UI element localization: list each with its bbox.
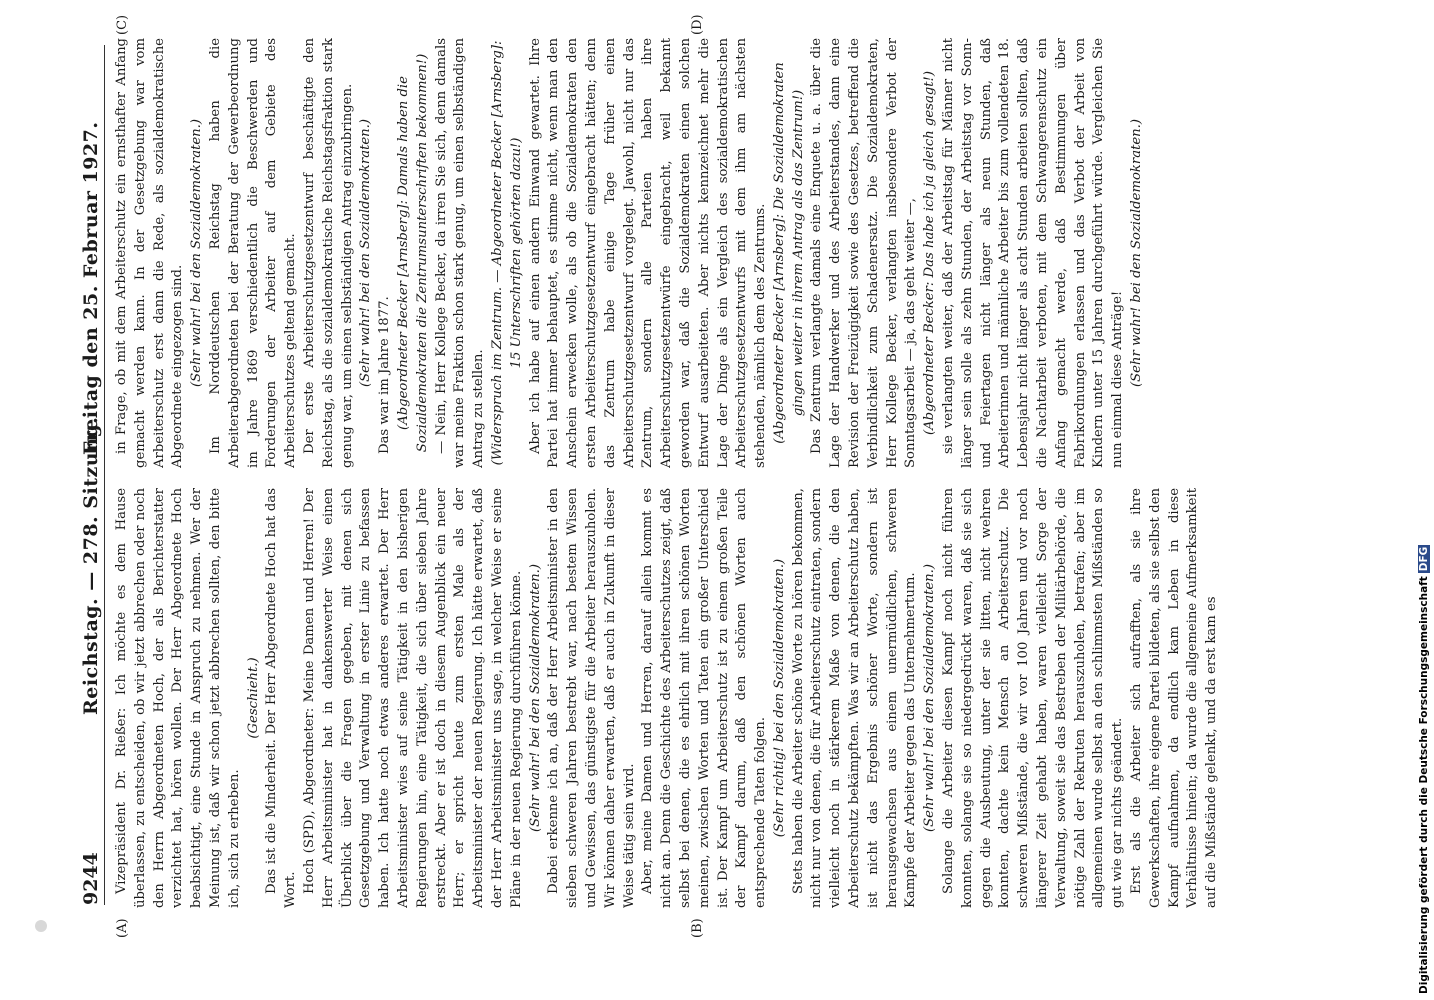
interjection: (Sehr wahr! bei den Sozialdemokraten.)	[527, 564, 543, 832]
margin-marker-d: (D)	[690, 14, 705, 35]
paragraph: Das ist die Minderheit. Der Herr Abgeordnete Hoch hat das Wort.	[264, 488, 299, 908]
interjection: (Abgeordneter Becker [Arnsberg]: Die Sozialdemokraten gingen weiter in ihrem Antrag als das Zentrum!)	[771, 62, 806, 444]
paragraph: Der erste Arbeiterschutzgesetzentwurf beschäftigte den Reichstag, als die sozialdemokratische Reichstagsfraktion stark genug war, um einen selbständigen Antrag einzubringen.	[301, 38, 355, 468]
margin-marker-b: (B)	[690, 918, 705, 938]
paragraph: Aber ich habe auf einen andern Einwand gewartet. Ihre Partei hat immer behauptet, es stimme nicht, wenn man den Anschein erwecken wolle, als ob die Sozialdemokraten den ersten Arbeiterschutzgesetzentwurf eingebracht hätten; denn das Zentrum habe einige Tage früher einen Arbeiterschutzgesetzentwurf vorgelegt. Jawohl, nicht nur das Zentrum, sondern alle Parteien haben ihre Arbeiterschutzgesetzentwürfe eingebracht, weil bekannt geworden war, daß die Sozialdemokraten einen solchen Entwurf ausarbeiteten. Aber nichts kennzeichnet mehr die Lage der Dinge als ein Vergleich des sozialdemokratischen Arbeiterschutzgesetzentwurfs mit dem ihm am nächsten stehenden, nämlich dem des Zentrums.	[527, 38, 769, 468]
interjection: (Abgeordneter Becker: Das habe ich ja gleich gesagt!)	[922, 71, 938, 435]
margin-marker-c: (C)	[115, 14, 130, 35]
page-number: 9244	[80, 852, 102, 905]
paragraph: sie verlangten weiter, daß der Arbeitstag für Männer nicht länger sein solle als zehn Stunden, der Arbeitstag vor Sonn- und Feiertagen nicht länger als neun Stunden, daß Arbeiterinnen und männliche Arbeiter bis zum vollendeten 18. Lebensjahr nicht länger als acht Stunden arbeiten sollten, daß die Nachtarbeit verboten, mit dem Schwangerenschutz ein Anfang gemacht werde, daß Bestimmungen über Fabrikordnungen erlassen und das Verbot der Arbeit von Kindern unter 15 Jahren durchgeführt würde. Vergleichen Sie nun einmal diese Anträge!	[941, 38, 1126, 468]
paragraph: Vizepräsident Dr. Rießer: Ich möchte es dem Hause überlassen, zu entscheiden, ob wir jetzt abbrechen oder noch den Herrn Abgeordneten Hoch, der als Berichterstatter verzichtet hat, hören wollen. Der Herr Abgeordnete Hoch beabsichtigt, eine Stunde in Anspruch zu nehmen. Wer der Meinung ist, daß wir schon jetzt abbrechen sollten, den bitte ich, sich zu erheben.	[114, 488, 242, 908]
credit-text: Digitalisierung gefördert durch die Deutsche Forschungsgemeinschaft	[1418, 576, 1430, 994]
paragraph: Im Norddeutschen Reichstag haben die Arbeiterabgeordneten bei der Beratung der Gewerbeordnung im Jahre 1869 verschiedentlich die Beschwerden und Forderungen der Arbeiter auf dem Gebiete des Arbeiterschutzes geltend gemacht.	[207, 38, 299, 468]
paragraph: Stets haben die Arbeiter schöne Worte zu hören bekommen, nicht nur von denen, die für Arbeiterschutz eintraten, sondern vielleicht noch in stärkerem Maße von denen, die den Arbeiterschutz bekämpften. Was wir an Arbeiterschutz haben, ist nicht das Ergebnis schöner Worte, sondern ist herausgewachsen aus einem unermüdlichen, schweren Kampfe der Arbeiter gegen das Unternehmertum.	[790, 488, 919, 908]
interjection: (Sehr wahr! bei den Sozialdemokraten.)	[922, 564, 938, 832]
credit-text-line	[1418, 12, 1432, 994]
interjection: (Sehr wahr! bei den Sozialdemokraten.)	[189, 119, 205, 387]
session-date: Freitag den 25. Februar 1927.	[80, 121, 102, 455]
page-header	[80, 45, 105, 905]
paragraph: Das Zentrum verlangte damals eine Enquete u. a. über die Lage der Handwerker und des Arbeiterstandes, dann eine Revision der Freizügigkeit sowie des Gesetzes, betreffend die Verbindlichkeit zum Schadenersatz. Die Sozialdemokraten, Herr Kollege Becker, verlangten insbesondere Verbot der Sonntagsarbeit — ja, das geht weiter —,	[809, 38, 919, 468]
session-title: Reichstag. — 278. Sitzung.	[80, 416, 102, 715]
margin-marker-a: (A)	[115, 918, 130, 938]
paragraph: Solange die Arbeiter diesen Kampf noch nicht führen konnten, solange sie so niedergedrückt waren, daß sie sich gegen die Ausbeutung, unter der sie litten, nicht wehren konnten, dachte kein Mensch an Arbeiterschutz. Die schweren Mißstände, die wir vor 100 Jahren und vor noch längerer Zeit gehabt haben, waren vielleicht Sorge der Verwaltung, soweit sie das Bestreben der Militärbehörde, die nötige Zahl der Rekruten herauszuholen, betrafen; aber im allgemeinen wurde selbst an den schlimmsten Mißständen so gut wie gar nichts geändert.	[941, 488, 1126, 908]
paragraph: Hoch (SPD), Abgeordneter: Meine Damen und Herren! Der Herr Arbeitsminister hat in dankenswerter Weise einen Überblick über die Fragen gegeben, mit denen sich Gesetzgebung und Verwaltung in erster Linie zu befassen haben. Ich hatte noch etwas anderes erwartet. Der Herr Arbeitsminister wies auf seine Tätigkeit in den bisherigen Regierungen hin, eine Tätigkeit, die sich über sieben Jahre erstreckt. Aber er ist doch in diesem Augenblick ein neuer Herr; er spricht heute zum ersten Male als der Arbeitsminister der neuen Regierung. Ich hätte erwartet, daß der Herr Arbeitsminister uns sage, in welcher Weise er seine Pläne in der neuen Regierung durchführen könne.	[301, 488, 524, 908]
interjection: (Sehr wahr! bei den Sozialdemokraten.)	[358, 119, 374, 387]
right-text-column	[113, 38, 1333, 468]
interjection: (Widerspruch im Zentrum. — Abgeordneter Becker [Arnsberg]: 15 Unterschriften gehörten dazu!)	[489, 40, 524, 466]
interjection: (Sehr wahr! bei den Sozialdemokraten.)	[1129, 119, 1145, 387]
paragraph: Das war im Jahre 1877.	[377, 296, 393, 454]
dfg-logo: DFG	[1418, 546, 1430, 572]
interjection: (Abgeordneter Becker [Arnsberg]: Damals haben die Sozialdemokraten die Zentrumsunterschriften bekommen!)	[395, 53, 430, 453]
paragraph: Erst als die Arbeiter sich aufrafften, als sie ihre Gewerkschaften, ihre eigene Partei bildeten, als sie selbst den Kampf aufnahmen, da endlich kam Leben in diese Verhältnisse hinein; da wurde die allgemeine Aufmerksamkeit auf die Mißstände gelenkt, und da erst kam es	[1129, 488, 1220, 908]
interjection: (Sehr richtig! bei den Sozialdemokraten.)	[771, 558, 787, 838]
scan-smudge-icon	[30, 915, 52, 937]
paragraph: Aber, meine Damen und Herren, darauf allein kommt es nicht an. Denn die Geschichte des Arbeiterschutzes zeigt, daß selbst bei denen, die es ehrlich mit ihren schönen Worten meinen, zwischen Worten und Taten ein großer Unterschied ist. Der Kampf um Arbeiterschutz ist zu einem großen Teile der Kampf darum, daß den schönen Worten auch entsprechende Taten folgen.	[640, 488, 769, 908]
paragraph: in Frage, ob mit dem Arbeiterschutz ein ernsthafter Anfang gemacht werden kann. In der Gesetzgebung war vom Arbeiterschutz erst dann die Rede, als sozialdemokratische Abgeordnete eingezogen sind.	[114, 38, 186, 468]
digitization-credit	[1418, 12, 1432, 994]
paragraph: Dabei erkenne ich an, daß der Herr Arbeitsminister in den sieben schweren Jahren bestrebt war, nach bestem Wissen und Gewissen, das günstigste für die Arbeiter herauszuholen. Wir können daher erwarten, daß er auch in Zukunft in dieser Weise tätig sein wird.	[546, 488, 637, 908]
left-text-column	[113, 488, 1333, 908]
paragraph: — Nein, Herr Kollege Becker, da irren Sie sich, denn damals war meine Fraktion schon stark genug, um einen selbständigen Antrag zu stellen.	[433, 38, 487, 468]
interjection: (Geschieht.)	[245, 657, 261, 739]
